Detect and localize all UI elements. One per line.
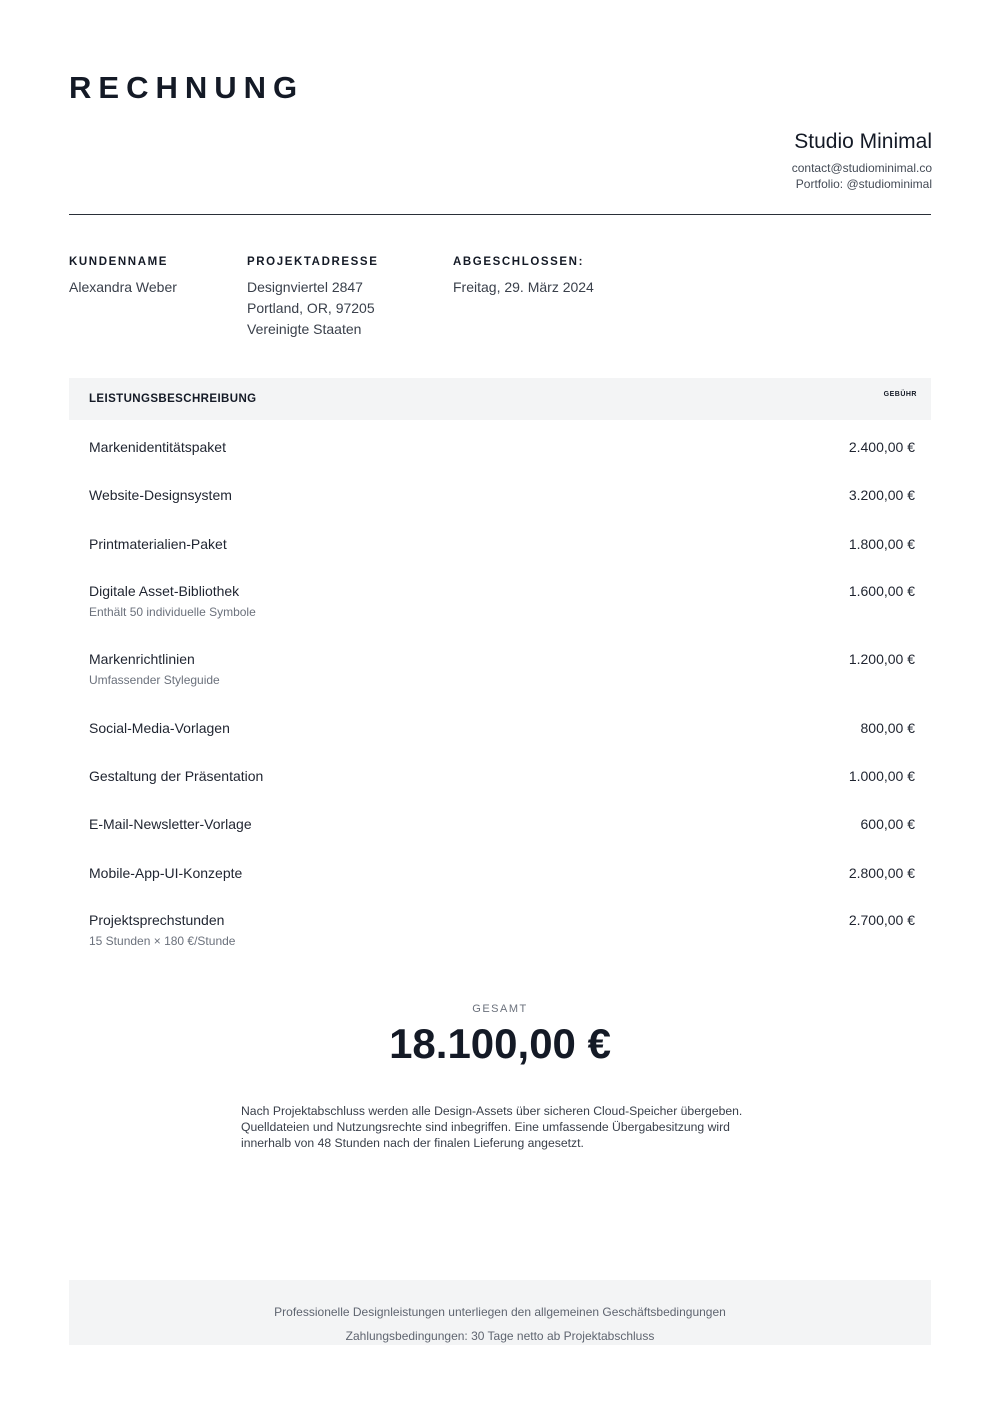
row-title: Markenidentitätspaket [89, 439, 226, 455]
row-amount: 3.200,00 € [848, 487, 915, 503]
footer [69, 1280, 931, 1345]
address-line: Vereinigte Staaten [247, 321, 362, 337]
address-line: Designviertel 2847 [247, 279, 363, 295]
footer-terms: Professionelle Designleistungen unterliegen den allgemeinen Geschäftsbedingungen [274, 1305, 726, 1319]
row-title: E-Mail-Newsletter-Vorlage [89, 816, 252, 832]
client-name: Alexandra Weber [69, 279, 177, 295]
company-portfolio: Portfolio: @studiominimal [795, 177, 932, 191]
row-subtitle: Enthält 50 individuelle Symbole [89, 605, 256, 619]
row-title: Website-Designsystem [89, 487, 232, 503]
delivery-note: Nach Projektabschluss werden alle Design-Assets über sicheren Cloud-Speicher übergeben. Quelldateien und Nutzungsrechte sind inbegriffen. Eine umfassende Übergabesitzung wird innerhalb von 48 Stunden nach der finalen Lieferung angesetzt. [241, 1104, 743, 1150]
company-name: Studio Minimal [794, 130, 932, 153]
row-title: Printmaterialien-Paket [89, 536, 227, 552]
row-amount: 1.800,00 € [848, 536, 915, 552]
row-amount: 2.700,00 € [848, 912, 915, 928]
row-amount: 1.600,00 € [848, 583, 915, 599]
row-amount: 1.200,00 € [848, 651, 915, 667]
row-title: Projektsprechstunden [89, 912, 225, 928]
header-description: LEISTUNGSBESCHREIBUNG [89, 393, 257, 405]
row-title: Social-Media-Vorlagen [89, 720, 230, 736]
row-amount: 600,00 € [860, 816, 915, 832]
row-amount: 2.400,00 € [848, 439, 915, 455]
row-title: Markenrichtlinien [89, 651, 195, 667]
table-header [69, 378, 931, 420]
row-amount: 1.000,00 € [848, 768, 915, 784]
completed-label: ABGESCHLOSSEN: [453, 256, 585, 268]
completed-block [453, 256, 594, 298]
row-subtitle: 15 Stunden × 180 €/Stunde [89, 934, 236, 948]
row-title: Mobile-App-UI-Konzepte [89, 865, 243, 881]
total-label: GESAMT [472, 1003, 528, 1015]
row-amount: 2.800,00 € [848, 865, 915, 881]
total-amount: 18.100,00 € [389, 1020, 611, 1067]
row-amount: 800,00 € [860, 720, 915, 736]
row-subtitle: Umfassender Styleguide [89, 673, 220, 687]
company-block [792, 130, 932, 192]
header-divider [69, 214, 931, 215]
row-title: Digitale Asset-Bibliothek [89, 583, 240, 599]
company-email: contact@studiominimal.co [791, 161, 932, 175]
row-title: Gestaltung der Präsentation [89, 768, 264, 784]
completed-date: Freitag, 29. März 2024 [453, 279, 594, 295]
invoice-title: RECHNUNG [69, 70, 305, 105]
address-label: PROJEKTADRESSE [247, 256, 379, 268]
header-fee: GEBÜHR [883, 391, 917, 398]
client-block [69, 256, 177, 298]
address-block [247, 256, 378, 340]
client-label: KUNDENNAME [69, 256, 169, 268]
footer-payment-terms: Zahlungsbedingungen: 30 Tage netto ab Projektabschluss [345, 1329, 655, 1343]
address-line: Portland, OR, 97205 [247, 300, 375, 316]
